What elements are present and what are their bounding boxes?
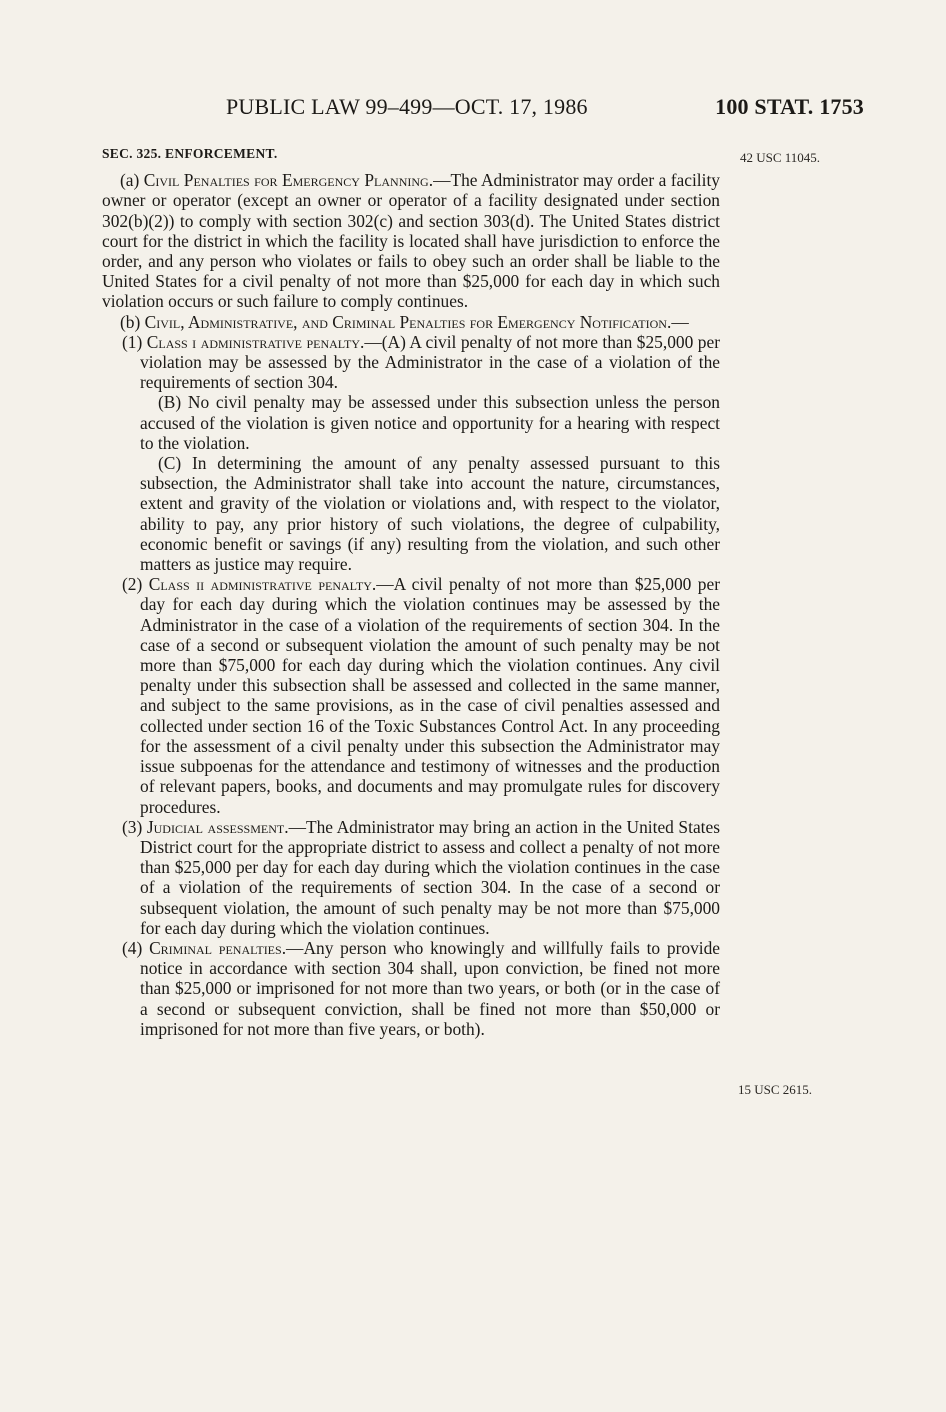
public-law-citation: PUBLIC LAW 99–499—OCT. 17, 1986: [226, 94, 588, 119]
paragraph-1: [102, 332, 720, 393]
paragraph-4-text: .—Any person who knowingly and willfully fails to provide notice in accordance with section 304 shall, upon conviction, be fined not more than $25,000 or imprisoned for not more than two years, or both (or in the case of a second or subsequent conviction, shall be fined not more than $50,000 or imprisoned for not more than five years, or both).: [140, 937, 721, 1039]
section-body: [102, 144, 720, 1039]
paragraph-2: [102, 574, 720, 816]
subsection-a-text: .—The Administrator may order a facility owner or operator (except an owner or operator of a facility designated under section 302(b)(2)) to comply with section 302(c) and section 303(d). The United States district court for the district in which the facility is located shall have jurisdiction to enforce the order, and any person who violates or fails to obey such an order shall be liable to the United States for a civil penalty of not more than $25,000 for each day in which such violation occurs or such failure to comply continues.: [102, 170, 720, 312]
margin-note-usc-11045: 42 USC 11045.: [740, 150, 821, 165]
subsection-a: [102, 170, 720, 311]
subsection-b-label: (b): [120, 311, 145, 332]
paragraph-1-label: (1): [122, 331, 147, 352]
paragraph-3: [102, 817, 720, 938]
paragraph-1-title: Class i administrative penalty: [146, 331, 361, 352]
paragraph-2-text: .—A civil penalty of not more than $25,000 per day for each day during which the violation continues may be assessed by the Administrator in the case of a violation of the requirements of section 304. In the case of a second or subsequent violation the amount of such penalty may be not more than $75,000 for each day during which the violation continues. Any civil penalty under this subsection shall be assessed and collected in the same manner, and subject to the same provisions, as in the case of civil penalties assessed and collected under section 16 of the Toxic Substances Control Act. In any proceeding for the assessment of a civil penalty under this subsection the Administrator may issue subpoenas for the attendance and testimony of witnesses and the production of relevant papers, books, and documents and may promulgate rules for discovery procedures.: [140, 574, 720, 817]
paragraph-4: [102, 938, 720, 1039]
subsection-a-title: Civil Penalties for Emergency Planning: [143, 170, 429, 191]
paragraph-1-b: (B) No civil penalty may be assessed under this subsection unless the person accused of the violation is given notice and opportunity for a hearing with respect to the violation.: [140, 392, 720, 453]
paragraph-3-title: Judicial assessment: [146, 816, 285, 837]
margin-note-usc-2615: 15 USC 2615.: [738, 1082, 813, 1097]
subsection-b-dash: .—: [666, 311, 689, 332]
paragraph-1-text-a: .—(A) A civil penalty of not more than $25,000 per violation may be assessed by the Administrator in the case of a violation of the requirements of section 304.: [140, 331, 720, 393]
paragraph-2-title: Class ii administrative penalty: [148, 574, 372, 595]
paragraph-4-label: (4): [122, 937, 150, 958]
statute-page-number: 100 STAT. 1753: [715, 94, 864, 119]
paragraph-3-text: .—The Administrator may bring an action in the United States District court for the appropriate district to assess and collect a penalty of not more than $25,000 per day for each day during which the violation continues in the case of a violation of the requirements of section 304. In the case of a second or subsequent violation, the amount of such penalty may be not more than $75,000 for each day during which the violation continues.: [140, 816, 720, 938]
paragraph-1-c: (C) In determining the amount of any penalty assessed pursuant to this subsection, the Administrator shall take into account the nature, circumstances, extent and gravity of the violation or violations and, with respect to the violator, ability to pay, any prior history of such violations, the degree of culpability, economic benefit or savings (if any) resulting from the violation, and such other matters as justice may require.: [140, 453, 720, 575]
subsection-b: [102, 312, 720, 332]
subsection-a-label: (a): [120, 170, 144, 191]
section-heading: SEC. 325. ENFORCEMENT.: [102, 146, 278, 161]
page-header: [226, 94, 864, 120]
paragraph-2-label: (2): [122, 574, 149, 595]
subsection-b-title: Civil, Administrative, and Criminal Penalties for Emergency Notification: [144, 311, 667, 332]
paragraph-4-title: Criminal penalties: [149, 937, 282, 958]
paragraph-3-label: (3): [122, 816, 147, 837]
